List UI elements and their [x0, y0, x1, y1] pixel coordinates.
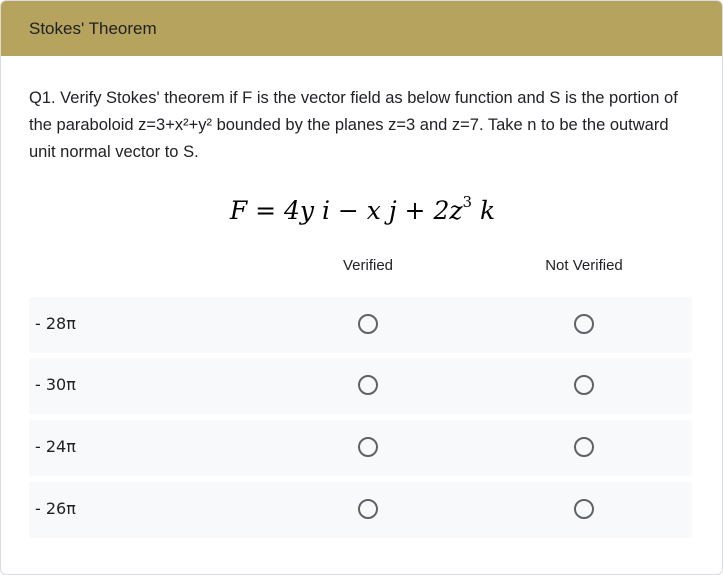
radio-verified[interactable] [358, 375, 378, 395]
radio-not-verified[interactable] [574, 499, 594, 519]
radio-verified[interactable] [358, 314, 378, 334]
radio-not-verified[interactable] [574, 375, 594, 395]
row-label: - 26π [35, 499, 76, 518]
radio-verified[interactable] [358, 499, 378, 519]
grid-row [29, 482, 692, 538]
grid-row [29, 420, 692, 476]
vector-field-formula [1, 193, 723, 225]
radio-not-verified[interactable] [574, 314, 594, 334]
formula-exponent: 3 [462, 193, 473, 211]
formula-main: F = 4y i − x j + 2z [229, 196, 463, 225]
row-label: - 24π [35, 437, 76, 456]
form-header [1, 1, 722, 56]
radio-not-verified[interactable] [574, 437, 594, 457]
row-label: - 28π [35, 314, 76, 333]
form-title: Stokes' Theorem [29, 18, 157, 38]
grid-row [29, 297, 692, 353]
formula-tail: k [472, 196, 496, 225]
row-label: - 30π [35, 375, 76, 394]
column-header-not-verified: Not Verified [545, 257, 623, 274]
radio-verified[interactable] [358, 437, 378, 457]
column-header-verified: Verified [342, 257, 394, 274]
grid-row [29, 358, 692, 414]
question-text: Q1. Verify Stokes' theorem if F is the vector field as below function and S is the portion of the paraboloid z=3+x²+y² bounded by the planes z=3 and z=7. Take n to be the outward unit normal vector to S. [29, 89, 678, 161]
